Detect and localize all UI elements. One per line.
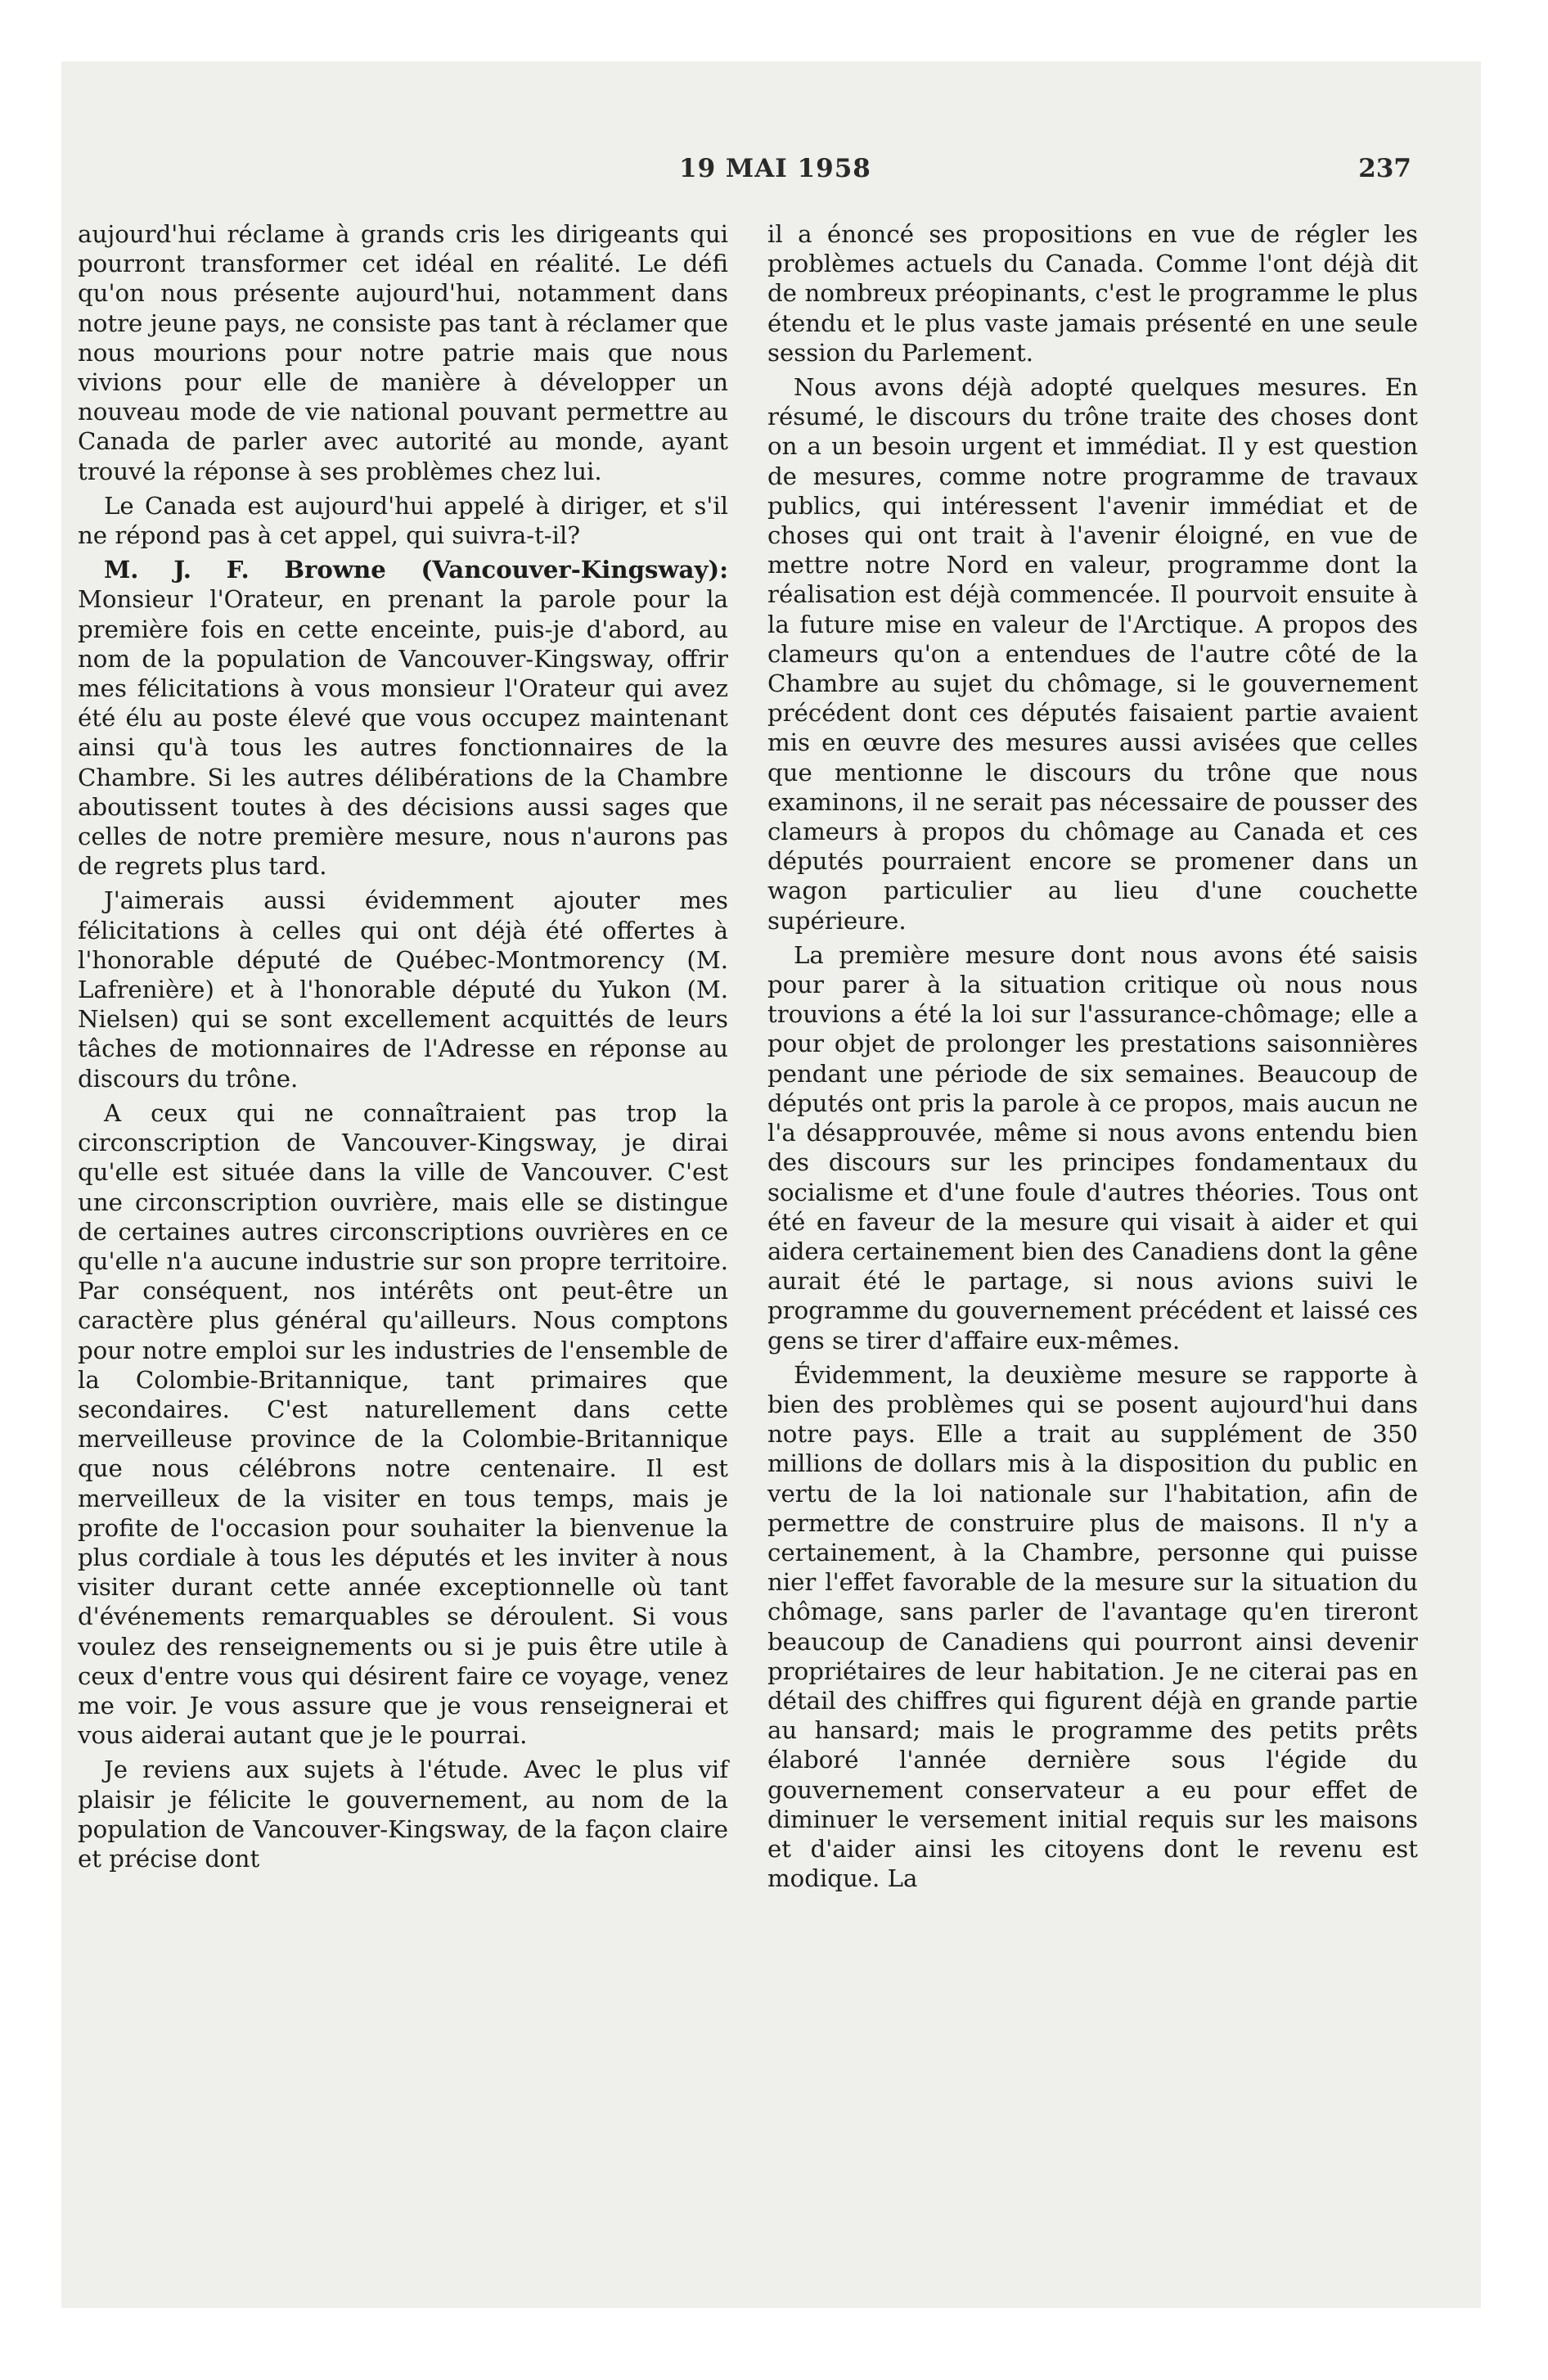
paragraph: J'aimerais aussi évidemment ajouter mes félicitations à celles qui ont déjà été offertes à l'honorable député de Québec-Montmorency (M. Lafrenière) et à l'honorable député du Yukon (M. Nielsen) qui se sont excellement acquittés de leurs tâches de motionnaires de l'Adresse en réponse au discours du trône. [78, 886, 728, 1093]
paragraph: A ceux qui ne connaîtraient pas trop la circonscription de Vancouver-Kingsway, je dirai qu'elle est située dans la ville de Vancouver. C'est une circonscription ouvrière, mais elle se distingue de certaines autres circonscriptions ouvrières en ce qu'elle n'a aucune industrie sur son propre territoire. Par conséquent, nos intérêts ont peut-être un caractère plus général qu'ailleurs. Nous comptons pour notre emploi sur les industries de l'ensemble de la Colombie-Britannique, tant primaires que secondaires. C'est naturellement dans cette merveilleuse province de la Colombie-Britannique que nous célébrons notre centenaire. Il est merveilleux de la visiter en tous temps, mais je profite de l'occasion pour souhaiter la bienvenue la plus cordiale à tous les députés et les inviter à nous visiter durant cette année exceptionnelle où tant d'événements remarquables se déroulent. Si vous voulez des renseignements ou si je puis être utile à ceux d'entre vous qui désirent faire ce voyage, venez me voir. Je vous assure que je vous renseignerai et vous aiderai autant que je le pourrai. [78, 1098, 728, 1750]
paragraph: il a énoncé ses propositions en vue de régler les problèmes actuels du Canada. Comme l'ont déjà dit de nombreux préopinants, c'est le programme le plus étendu et le plus vaste jamais présenté en une seule session du Parlement. [767, 220, 1418, 367]
paragraph: Je reviens aux sujets à l'étude. Avec le plus vif plaisir je félicite le gouvernement, au nom de la population de Vancouver-Kingsway, de la façon claire et précise dont [78, 1756, 728, 1873]
right-column [767, 219, 1418, 1898]
page-header [78, 154, 1411, 195]
speaker-name: M. J. F. Browne (Vancouver-Kingsway): [104, 556, 728, 584]
paragraph: Le Canada est aujourd'hui appelé à diriger, et s'il ne répond pas à cet appel, qui suivra-t-il? [78, 491, 728, 550]
speech-text: Monsieur l'Orateur, en prenant la parole pour la première fois en cette enceinte, puis-je d'abord, au nom de la population de Vancouver-Kingsway, offrir mes félicitations à vous monsieur l'Orateur qui avez été élu au poste élevé que vous occupez maintenant ainsi qu'à tous les autres fonctionnaires de la Chambre. Si les autres délibérations de la Chambre aboutissent toutes à des décisions aussi sages que celles de notre première mesure, nous n'aurons pas de regrets plus tard. [78, 585, 728, 881]
page-number: 237 [1358, 154, 1411, 183]
speech-paragraph [78, 555, 728, 881]
paragraph: aujourd'hui réclame à grands cris les dirigeants qui pourront transformer cet idéal en réalité. Le défi qu'on nous présente aujourd'hui, notamment dans notre jeune pays, ne consiste pas tant à réclamer que nous mourions pour notre patrie mais que nous vivions pour elle de manière à développer un nouveau mode de vie national pouvant permettre au Canada de parler avec autorité au monde, ayant trouvé la réponse à ses problèmes chez lui. [78, 220, 728, 485]
paragraph: Nous avons déjà adopté quelques mesures. En résumé, le discours du trône traite des choses dont on a un besoin urgent et immédiat. Il y est question de mesures, comme notre programme de travaux publics, qui intéressent l'avenir immédiat et de choses qui ont trait à l'avenir éloigné, en vue de mettre notre Nord en valeur, programme dont la réalisation est déjà commencée. Il pourvoit ensuite à la future mise en valeur de l'Arctique. A propos des clameurs qu'on a entendues de l'autre côté de la Chambre au sujet du chômage, si le gouvernement précédent dont ces députés faisaient partie avaient mis en œuvre des mesures aussi avisées que celles que mentionne le discours du trône que nous examinons, il ne serait pas nécessaire de pousser des clameurs à propos du chômage au Canada et ces députés pourraient encore se promener dans un wagon particulier au lieu d'une couchette supérieure. [767, 373, 1418, 935]
left-column [78, 219, 728, 1878]
paragraph: Évidemment, la deuxième mesure se rapporte à bien des problèmes qui se posent aujourd'hui dans notre pays. Elle a trait au supplément de 350 millions de dollars mis à la disposition du public en vertu de la loi nationale sur l'habitation, afin de permettre de construire plus de maisons. Il n'y a certainement, à la Chambre, personne qui puisse nier l'effet favorable de la mesure sur la situation du chômage, sans parler de l'avantage qu'en tireront beaucoup de Canadiens qui pourront ainsi devenir propriétaires de leur habitation. Je ne citerai pas en détail des chiffres qui figurent déjà en grande partie au hansard; mais le programme des petits prêts élaboré l'année dernière sous l'égide du gouvernement conservateur a eu pour effet de diminuer le versement initial requis sur les maisons et d'aider ainsi les citoyens dont le revenu est modique. La [767, 1360, 1418, 1893]
page-date: 19 MAI 1958 [679, 154, 871, 183]
paragraph: La première mesure dont nous avons été saisis pour parer à la situation critique où nous nous trouvions a été la loi sur l'assurance-chômage; elle a pour objet de prolonger les prestations saisonnières pendant une période de six semaines. Beaucoup de députés ont pris la parole à ce propos, mais aucun ne l'a désapprouvée, même si nous avons entendu bien des discours sur les principes fondamentaux du socialisme et d'une foule d'autres théories. Tous ont été en faveur de la mesure qui visait à aider et qui aidera certainement bien des Canadiens dont la gêne aurait été le partage, si nous avions suivi le programme du gouvernement précédent et laissé ces gens se tirer d'affaire eux-mêmes. [767, 940, 1418, 1355]
